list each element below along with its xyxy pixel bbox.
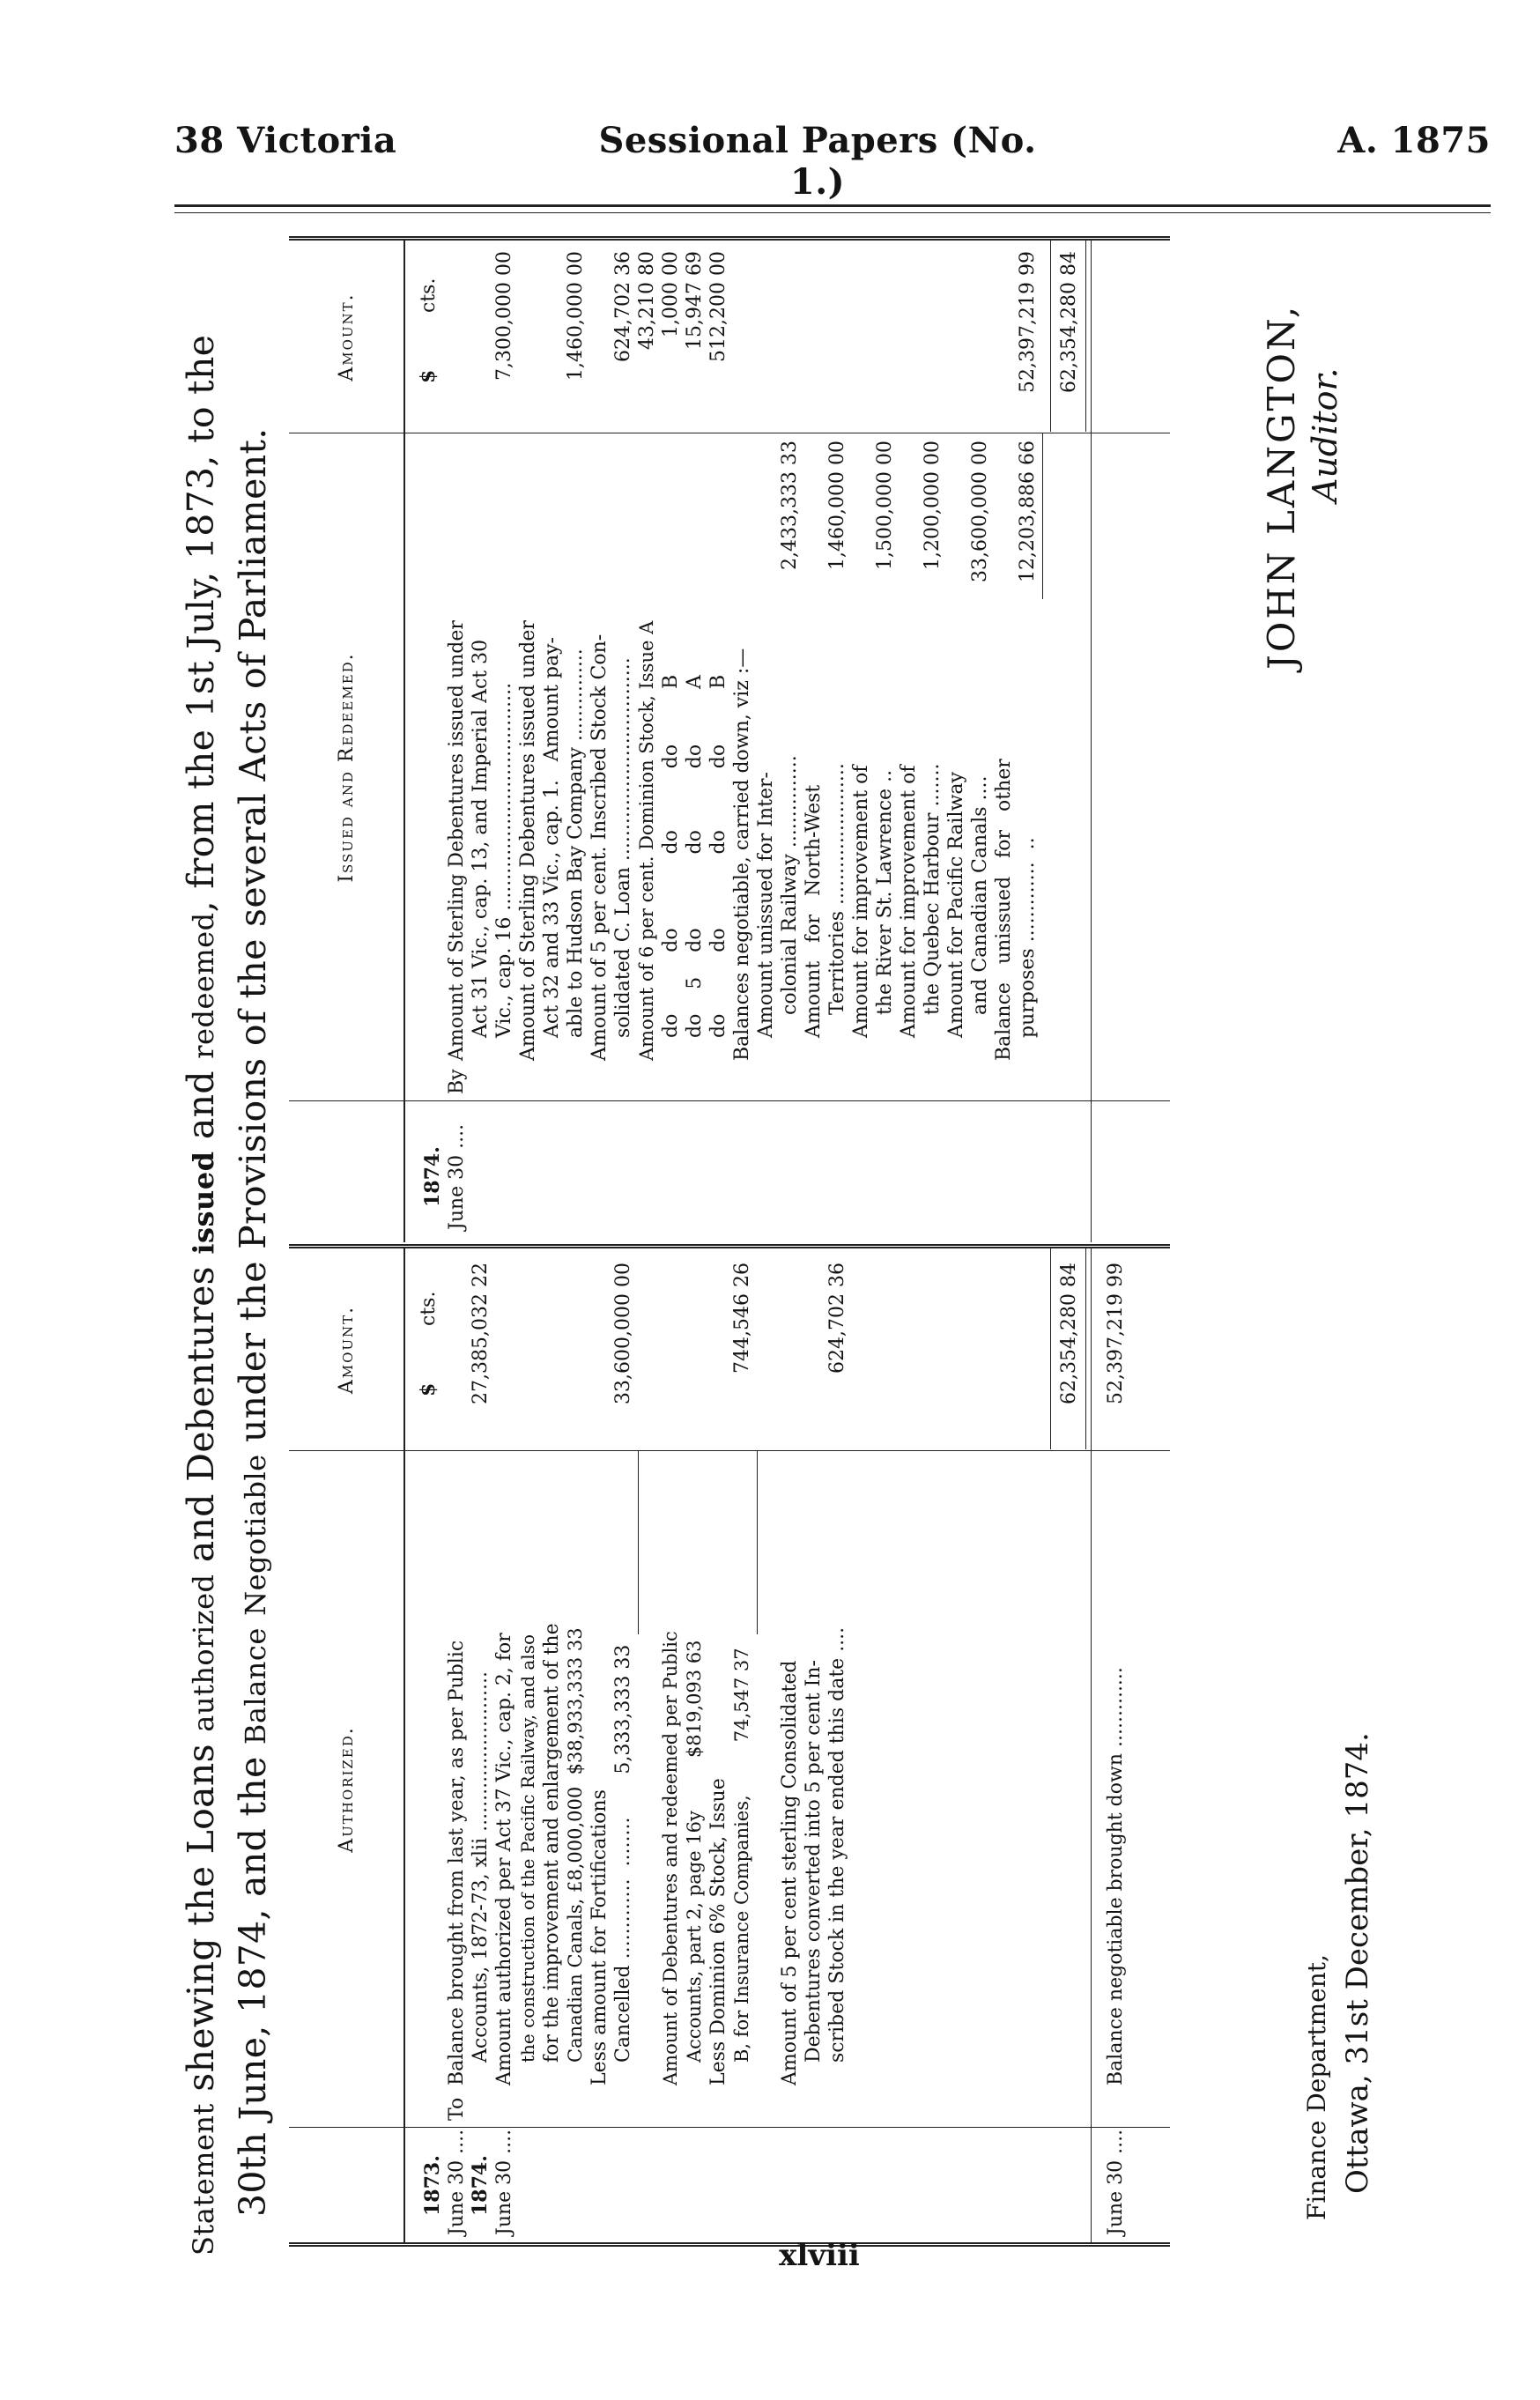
date-june-30-1874: June 30 .... (493, 2129, 515, 2235)
balance-rule (1091, 241, 1092, 1242)
amount-value: 15,947 69 (684, 251, 706, 350)
page-folio: xlviii (779, 2238, 860, 2273)
date-column-header (289, 2128, 405, 2242)
column-rule (289, 1450, 1170, 1451)
title-text: Loans (180, 1744, 222, 1855)
entry-line: solidated C. Loan ................................. (612, 657, 634, 1038)
total-rule (1050, 241, 1051, 432)
amount-value: 1,000 00 (660, 251, 682, 337)
entry-line: Amount for improvement of (898, 765, 920, 1038)
amount-value: 7,300,000 00 (493, 251, 515, 381)
entry-line: and Canadian Canals .... (969, 775, 991, 1015)
amount-value: 1,460,000 00 (565, 251, 587, 381)
issued-side (289, 241, 1170, 1242)
entry-line: the River St. Lawrence .. (874, 769, 896, 1015)
amount-column-header: Amount. (289, 241, 405, 433)
amount-value: 512,200 00 (707, 251, 729, 362)
year-label: A. 1875 (1337, 120, 1491, 161)
ledger-table (289, 236, 1170, 2247)
date-june-30-1874: June 30 .... (446, 1123, 468, 1230)
entry-line: do do do do B (707, 674, 729, 1038)
title-word: Statement (187, 2103, 220, 2256)
date-june-30-balance: June 30 .... (1105, 2129, 1127, 2235)
balance-rule (1091, 1248, 1092, 2242)
title-text: redeemed (187, 912, 220, 1059)
entry-line: Canadian Canals, £8,000,000 $38,933,333 33 (565, 1627, 586, 2063)
entry-line: Act 31 Vic., cap. 13, and Imperial Act 30 (470, 639, 492, 1038)
entry-line: Accounts, part 2, page 16y $819,093 63 (684, 1640, 705, 2063)
entry-line: Amount authorized per Act 37 Vic., cap. 2, for (493, 1633, 515, 2085)
entry-line: able to Hudson Bay Company ............... (565, 648, 587, 1038)
amount-value: 33,600,000 00 (612, 1263, 634, 1404)
entry-line: Debentures converted into 5 per cent In- (803, 1660, 825, 2063)
total-rule (1085, 1248, 1086, 1449)
entry-line: Amount of Sterling Debentures issued under (517, 620, 539, 1061)
entry-line: Vic., cap. 16 ..................................... (493, 682, 515, 1038)
entry-line: do 5 do do do A (684, 675, 706, 1038)
total-value: 62,354,280 84 (1058, 1263, 1080, 1404)
title-text (232, 1616, 274, 1627)
balance-brought-down-label: Balance negotiable brought down ............. (1105, 1667, 1127, 2085)
currency-sign: $ (417, 1382, 440, 1396)
sub-amount-value: 1,200,000 00 (922, 441, 944, 570)
entry-line: Territories ....................... (826, 763, 848, 1015)
amount-value: 624,702 36 (826, 1263, 848, 1374)
subtotal-rule (757, 1451, 758, 1634)
authorized-side (289, 1244, 1170, 2242)
subtotal-rule (1042, 433, 1043, 599)
balance-brought-down-value: 52,397,219 99 (1105, 1263, 1127, 1404)
title-text (180, 1732, 222, 1744)
title-text: 30th June, 1874, and the (232, 1744, 274, 2217)
title-text: shewing the (180, 1854, 222, 2104)
sub-amount-value: 33,600,000 00 (969, 441, 991, 582)
entry-line: Amount for Pacific Railway (945, 772, 967, 1038)
entry-line: Amount for North-West (803, 784, 825, 1038)
date-column-header (289, 1101, 405, 1242)
total-value: 62,354,280 84 (1058, 251, 1080, 393)
title-text: authorized (187, 1574, 220, 1732)
entry-line: Amount of Debentures and redeemed per Public (660, 1631, 681, 2085)
running-title: Sessional Papers (No. 1.) (598, 120, 1037, 203)
total-rule (1085, 241, 1086, 432)
entry-line: Balances negotiable, carried down, viz :— (731, 648, 753, 1061)
auditor-name: JOHN LANGTON, (1260, 303, 1303, 670)
entry-line: Cancelled ............. ........ 5,333,333 33 (612, 1644, 634, 2063)
subtotal-rule (638, 1451, 639, 1634)
title-text: under the Provisions of the several Acts of Parliament. (232, 427, 274, 1455)
sub-amount-value: 12,203,886 66 (1017, 441, 1039, 582)
rotated-statement (176, 229, 1507, 2256)
issued-column-header: Issued and Redeemed. (289, 433, 405, 1101)
amount-value: 624,702 36 (612, 251, 634, 362)
department-signature (1295, 1732, 1378, 2220)
title-text: issued (187, 1151, 220, 1255)
sub-amount-value: 2,433,333 33 (779, 441, 801, 570)
sub-amount-value: 1,460,000 00 (826, 441, 848, 570)
entry-line: Balance brought from last year, as per Public (446, 1640, 468, 2085)
column-rule (289, 1100, 1170, 1101)
sub-amount-value: 1,500,000 00 (874, 441, 896, 570)
entry-line: for the improvement and enlargement of the (541, 1623, 563, 2063)
entry-line: Accounts, 1872-73, xlii .......................... (470, 1671, 492, 2063)
entry-line: Amount for improvement of (850, 765, 872, 1038)
title-text: Negotiable (239, 1454, 272, 1616)
department-name: Finance Department, (1302, 1954, 1331, 2220)
currency-sign: $ (417, 369, 440, 383)
year-1873: 1873. (421, 2155, 444, 2216)
total-rule (1050, 1248, 1051, 1449)
cents-label: cts. (418, 278, 440, 313)
entry-line: purposes ............. .. (1017, 837, 1039, 1038)
year-1874: 1874. (469, 2155, 492, 2216)
title-text: Balance (239, 1627, 272, 1745)
entry-line: the construction of the Pacific Railway, and also (517, 1633, 538, 2063)
title-text: , from the 1st July, 1873, to the (180, 334, 222, 913)
entry-line: B, for Insurance Companies, 74,547 37 (731, 1648, 752, 2063)
entry-line: Amount of Sterling Debentures issued under (446, 620, 468, 1061)
statement-title (176, 247, 280, 2256)
department-date: Ottawa, 31st December, 1874. (1340, 1732, 1375, 2194)
entry-line: scribed Stock in the year ended this date .... (826, 1626, 848, 2063)
entry-line: colonial Railway ............... (779, 755, 801, 1015)
entry-line: Amount of 5 per cent. Inscribed Stock Con- (589, 633, 611, 1061)
year-1874: 1874. (421, 1146, 444, 1207)
entry-line: do do do do B (660, 674, 682, 1038)
header-rule-thin (174, 212, 1491, 213)
amount-column-header: Amount. (289, 1248, 405, 1451)
amount-value: 744,546 26 (731, 1263, 753, 1374)
amount-value: 43,210 80 (636, 251, 658, 350)
cents-label: cts. (418, 1291, 440, 1326)
entry-line: Less amount for Fortifications (589, 1789, 611, 2085)
entry-line: Less Dominion 6% Stock, Issue (707, 1778, 729, 2085)
entry-line: Amount of 6 per cent. Dominion Stock, Issue A (636, 620, 657, 1061)
auditor-title: Auditor. (1306, 367, 1344, 502)
session-label: 38 Victoria (174, 120, 397, 161)
authorized-column-header: Authorized. (289, 1451, 405, 2128)
entry-line: Amount of 5 per cent sterling Consolidated (779, 1660, 801, 2085)
entry-line: Amount unissued for Inter- (755, 772, 777, 1038)
title-text: and (180, 1481, 222, 1574)
title-text: and (180, 1058, 222, 1152)
entry-line: Act 32 and 33 Vic., cap. 1. Amount pay- (541, 637, 563, 1038)
header-rule (174, 204, 1491, 207)
by-label: By (446, 1069, 468, 1094)
entry-line: Balance unissued for other (993, 759, 1015, 1061)
to-label: To (446, 2097, 468, 2121)
amount-value: 27,385,032 22 (470, 1263, 492, 1404)
column-rule (289, 2127, 1170, 2128)
entry-line: the Quebec Harbour ....... (922, 763, 944, 1015)
balance-carried-value: 52,397,219 99 (1017, 251, 1039, 393)
title-text: Debentures (180, 1265, 222, 1482)
date-june-30-1873: June 30 .... (446, 2129, 468, 2235)
title-text (180, 1255, 222, 1266)
